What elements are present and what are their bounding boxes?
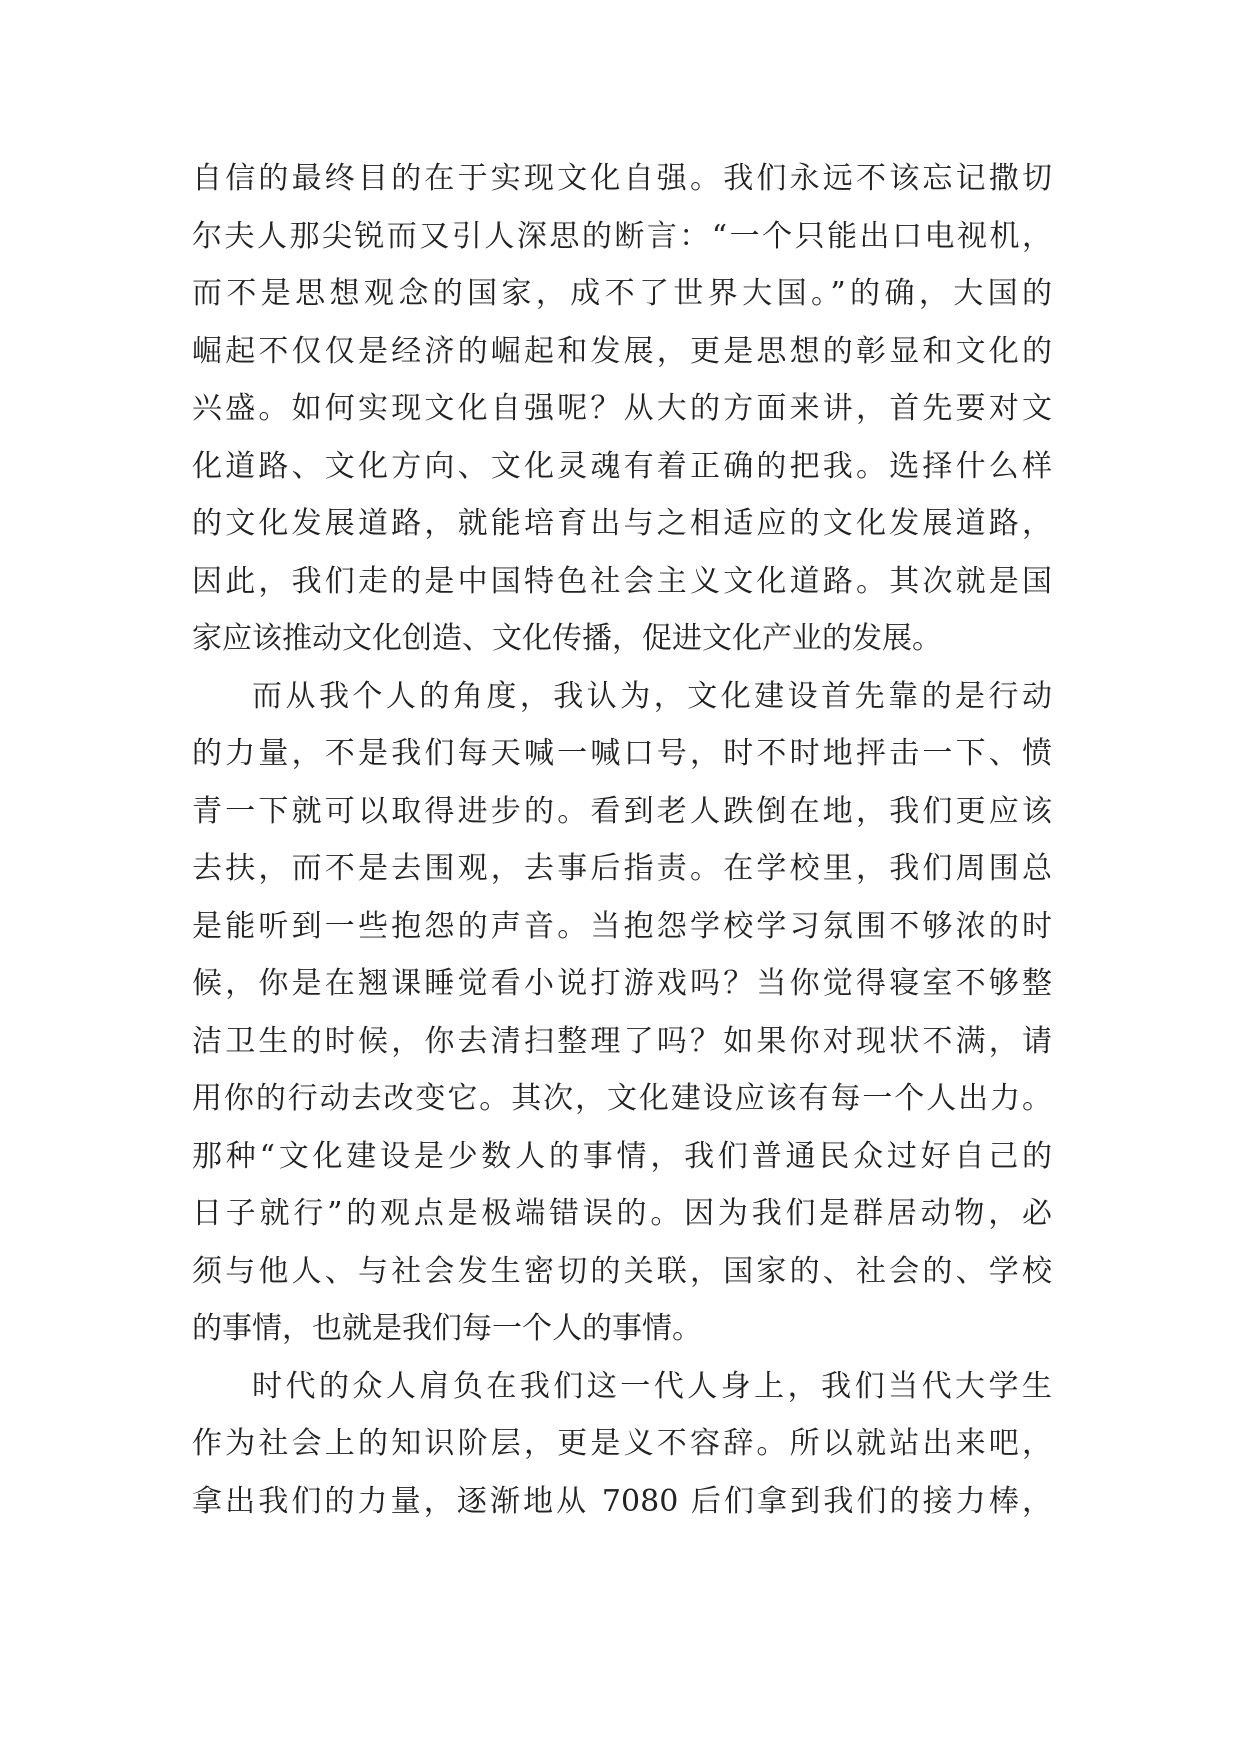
text-line: 而不是思想观念的国家，成不了世界大国。”的确，大国的 xyxy=(192,276,1052,311)
paragraph-start-line: 而从我个人的角度，我认为，文化建设首先靠的是行动 xyxy=(252,678,1052,714)
text-line: 去扶，而不是去围观，去事后指责。在学校里，我们周围总 xyxy=(192,851,1052,886)
paragraph-end-line: 的事情，也就是我们每一个人的事情。 xyxy=(192,1311,702,1346)
text-line: 拿出我们的力量，逐渐地从 7080 后们拿到我们的接力棒， xyxy=(192,1483,1052,1519)
paragraph-end-line: 家应该推动文化创造、文化传播，促进文化产业的发展。 xyxy=(192,621,942,656)
text-line: 那种“文化建设是少数人的事情，我们普通民众过好自己的 xyxy=(192,1138,1052,1174)
text-line: 日子就行”的观点是极端错误的。因为我们是群居动物，必 xyxy=(192,1196,1052,1231)
text-line: 青一下就可以取得进步的。看到老人跌倒在地，我们更应该 xyxy=(192,793,1052,829)
text-line: 作为社会上的知识阶层，更是义不容辞。所以就站出来吧， xyxy=(192,1426,1052,1461)
text-line: 候，你是在翘课睡觉看小说打游戏吗？当你觉得寝室不够整 xyxy=(192,966,1052,1001)
text-line: 兴盛。如何实现文化自强呢？从大的方面来讲，首先要对文 xyxy=(192,391,1052,426)
text-line: 自信的最终目的在于实现文化自强。我们永远不该忘记撒切 xyxy=(192,161,1052,196)
text-line: 化道路、文化方向、文化灵魂有着正确的把我。选择什么样 xyxy=(192,448,1052,484)
paragraph-start-line: 时代的众人肩负在我们这一代人身上，我们当代大学生 xyxy=(252,1368,1052,1404)
text-line: 须与他人、与社会发生密切的关联，国家的、社会的、学校 xyxy=(192,1253,1052,1289)
text-line: 尔夫人那尖锐而又引人深思的断言：“一个只能出口电视机， xyxy=(192,218,1052,254)
text-line: 是能听到一些抱怨的声音。当抱怨学校学习氛围不够浓的时 xyxy=(192,908,1052,944)
text-line: 因此，我们走的是中国特色社会主义文化道路。其次就是国 xyxy=(192,563,1052,599)
text-line: 崛起不仅仅是经济的崛起和发展，更是思想的彰显和文化的 xyxy=(192,333,1052,369)
text-line: 的力量，不是我们每天喊一喊口号，时不时地抨击一下、愤 xyxy=(192,736,1052,771)
text-line: 用你的行动去改变它。其次，文化建设应该有每一个人出力。 xyxy=(192,1081,1052,1116)
text-line: 的文化发展道路，就能培育出与之相适应的文化发展道路， xyxy=(192,506,1052,541)
text-line: 洁卫生的时候，你去清扫整理了吗？如果你对现状不满，请 xyxy=(192,1023,1052,1059)
body-text xyxy=(192,150,1052,1530)
